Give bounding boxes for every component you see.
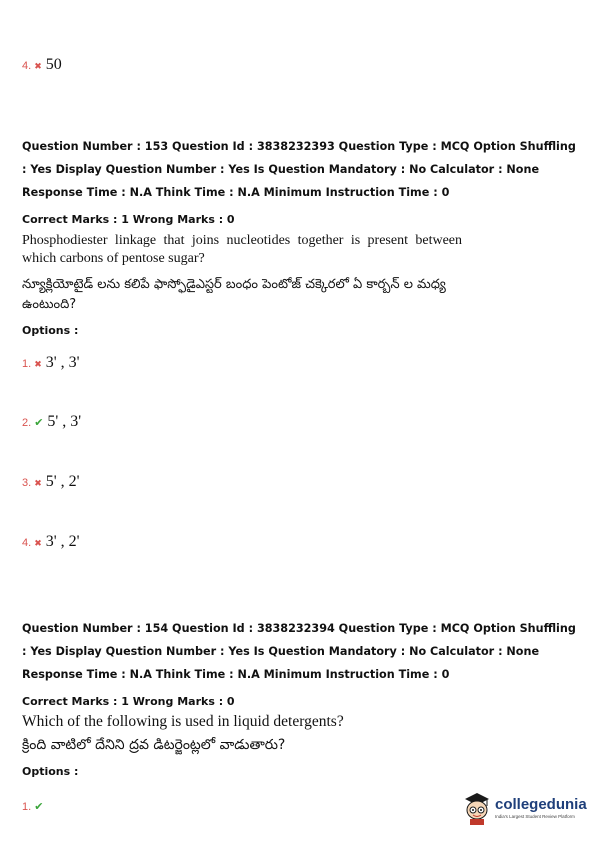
option-number: 4. (22, 60, 32, 72)
q154-option-1 (22, 800, 43, 813)
option-value: 5' , 2' (45, 473, 80, 490)
option-number: 4. (22, 537, 32, 549)
wrong-mark-icon: ✖ (34, 479, 42, 489)
question-154-options-label: Options : (22, 765, 79, 778)
question-153-options-label: Options : (22, 324, 79, 337)
question-154-meta: Question Number : 154 Question Id : 3838232394 Question Type : MCQ Option Shuffling : Yes Display Question Number : Yes Is Question Mandatory : No Calculator : None Response Time : N.A Think Time : N.A Minimum Instruction Time : 0 (22, 622, 576, 681)
q153-option-2 (22, 413, 81, 431)
option-number: 1. (22, 801, 32, 813)
option-value: 3' , 3' (45, 354, 80, 371)
option-number: 1. (22, 358, 32, 370)
wrong-mark-icon: ✖ (34, 62, 42, 72)
logo-tagline: India's Largest Student Review Platform (495, 814, 575, 819)
question-153-marks: Correct Marks : 1 Wrong Marks : 0 (22, 213, 235, 226)
question-153-text-te: న్యూక్లియోటైడ్ లను కలిపే ఫాస్ఫోడైఎస్టర్ బంధం పెంటోజ్ చక్కెరలో ఏ కార్బన్ ల మధ్య ఉంటుంది? (22, 277, 446, 312)
q153-option-3 (22, 473, 80, 491)
q153-option-1 (22, 354, 80, 372)
correct-mark-icon: ✔ (34, 416, 44, 429)
question-154-marks: Correct Marks : 1 Wrong Marks : 0 (22, 695, 235, 708)
option-value: 50 (45, 56, 62, 73)
option-number: 3. (22, 477, 32, 489)
question-154-text-en: Which of the following is used in liquid detergents? (22, 713, 344, 730)
mascot-icon (462, 790, 492, 826)
question-153-meta: Question Number : 153 Question Id : 3838232393 Question Type : MCQ Option Shuffling : Yes Display Question Number : Yes Is Question Mandatory : No Calculator : None Response Time : N.A Think Time : N.A Minimum Instruction Time : 0 (22, 140, 576, 199)
option-value: 5' , 3' (47, 413, 82, 430)
correct-mark-icon: ✔ (34, 800, 44, 813)
question-153-text-en: Phosphodiester linkage that joins nucleotides together is present between which carbons of pentose sugar? (22, 233, 462, 266)
q153-option-4 (22, 533, 80, 551)
prev-option-4 (22, 56, 62, 74)
collegedunia-logo (462, 790, 587, 826)
option-value: 3' , 2' (45, 533, 80, 550)
wrong-mark-icon: ✖ (34, 539, 42, 549)
option-number: 2. (22, 417, 32, 429)
question-154-text-te: క్రింది వాటిలో దేనిని ద్రవ డిటర్జెంట్లలో వాడుతారు? (22, 737, 286, 753)
logo-name: collegedunia (495, 796, 587, 813)
wrong-mark-icon: ✖ (34, 360, 42, 370)
